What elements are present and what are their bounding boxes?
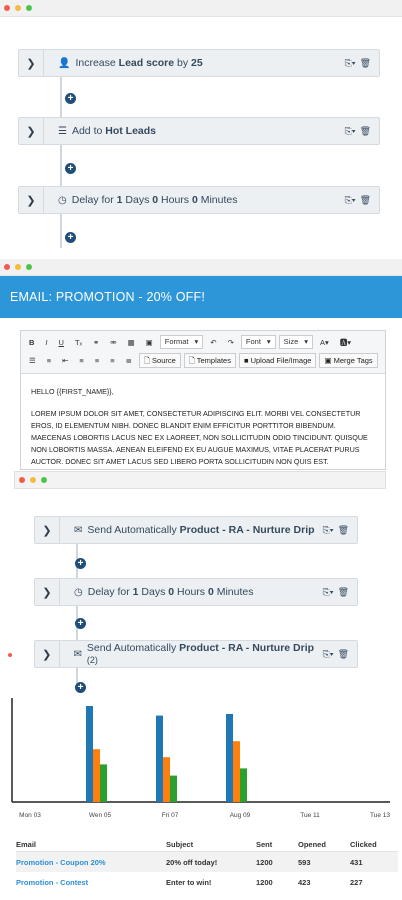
link-icon[interactable]: ⚭ <box>92 337 100 347</box>
bar <box>163 757 170 802</box>
editor-content[interactable] <box>21 374 385 480</box>
chevron-right-icon[interactable]: ❯ <box>19 50 44 76</box>
sent-cell: 1200 <box>256 877 273 887</box>
copy-icon[interactable]: ⎘▾ <box>344 57 356 68</box>
maximize-dot[interactable] <box>26 5 32 11</box>
redo-icon[interactable]: ↷ <box>227 337 234 347</box>
email-link[interactable]: Promotion - Contest <box>16 877 89 887</box>
trash-icon[interactable]: 🗑 <box>359 125 371 136</box>
bar <box>240 768 247 802</box>
add-step-button[interactable]: + <box>65 232 76 243</box>
numbered-list-icon[interactable]: ☰ <box>29 355 36 365</box>
workflow-window-titlebar <box>14 471 386 489</box>
connector-line <box>60 145 62 186</box>
chevron-down-icon: ▾ <box>194 337 199 346</box>
email-header <box>0 276 402 318</box>
workflow-step-lead-score[interactable] <box>18 49 380 77</box>
chevron-down-icon: ▾ <box>266 337 271 346</box>
step-text: Add to Hot Leads <box>71 125 157 137</box>
maximize-dot[interactable] <box>41 477 47 483</box>
align-center-icon[interactable]: ≡ <box>94 355 100 365</box>
email-title: EMAIL: PROMOTION - 20% OFF! <box>10 290 206 304</box>
table-row[interactable] <box>16 852 398 872</box>
close-dot[interactable] <box>4 264 10 270</box>
workflow-step-send-email[interactable] <box>34 516 358 544</box>
x-tick-label: Fri 07 <box>161 812 179 819</box>
envelope-icon: ✉ <box>74 524 83 536</box>
italic-button[interactable]: I <box>45 337 48 347</box>
source-button[interactable]: 🗋 Source <box>139 353 181 368</box>
copy-icon[interactable]: ⎘▾ <box>344 194 356 205</box>
add-step-button[interactable]: + <box>75 682 86 693</box>
x-tick-label: Aug 09 <box>229 812 251 819</box>
copy-icon[interactable]: ⎘▾ <box>344 125 356 136</box>
col-sent: Sent <box>256 839 273 849</box>
add-step-button[interactable]: + <box>65 93 76 104</box>
bg-color-icon[interactable]: 🅰▾ <box>339 337 352 347</box>
bar <box>156 716 163 802</box>
clock-icon: ◷ <box>58 194 67 206</box>
text-color-icon[interactable]: A▾ <box>320 337 329 347</box>
table-header <box>16 837 398 852</box>
chevron-right-icon[interactable]: ❯ <box>19 187 44 213</box>
email-link[interactable]: Promotion - Coupon 20% <box>16 857 106 867</box>
x-tick-label: Tue 11 <box>300 812 320 819</box>
outdent-icon[interactable]: ⇤ <box>62 355 69 365</box>
list-icon: ☰ <box>58 125 67 137</box>
x-tick-label: Mon 03 <box>19 812 41 819</box>
close-dot <box>8 653 12 657</box>
trash-icon[interactable]: 🗑 <box>359 194 371 205</box>
templates-button[interactable]: 🗋 Templates <box>184 353 236 368</box>
justify-icon[interactable]: ≣ <box>125 355 132 365</box>
clock-icon: ◷ <box>74 586 83 598</box>
underline-button[interactable]: U <box>58 337 64 347</box>
minimize-dot[interactable] <box>30 477 36 483</box>
trash-icon[interactable]: 🗑 <box>337 648 349 659</box>
clicked-cell: 227 <box>350 877 363 887</box>
stats-table <box>16 837 398 892</box>
x-tick-label: Tue 13 <box>370 812 390 819</box>
step-text: Send Automatically Product - RA - Nurture Drip (2) <box>86 642 315 665</box>
step-text: Send Automatically Product - RA - Nurture Drip <box>87 524 315 536</box>
table-row[interactable] <box>16 872 398 892</box>
bar <box>170 776 177 802</box>
subject-cell: 20% off today! <box>166 857 218 867</box>
chevron-right-icon[interactable]: ❯ <box>35 579 60 605</box>
email-body: LOREM IPSUM DOLOR SIT AMET, CONSECTETUR ADIPISCING ELIT. MORBI VEL CONSECTETUR EROS, ID ELEMENTUM NIBH. DONEC BLANDIT ENIM EFFICITUR PORTTITOR BIBENDUM. MAECENAS LOBORTIS LACUS NEC EX LAOREET, NON SOLLICITUDIN ODIO TINCIDUNT. QUISQUE NON LOBORTIS MASSA. AENEAN ELEIFEND EX EU AUGUE MAXIMUS, VITAE PLACERAT PURUS AUCTOR. DONEC SIT AMET LACUS SED LIBERO PORTA SOLLICITUDIN NON QUIS EST. <box>31 409 368 466</box>
workflow-step-delay-2[interactable] <box>34 578 358 606</box>
clicked-cell: 431 <box>350 857 363 867</box>
size-select[interactable]: Size ▾ <box>279 335 313 349</box>
trash-icon[interactable]: 🗑 <box>337 586 349 597</box>
chevron-right-icon[interactable]: ❯ <box>35 641 60 667</box>
copy-icon[interactable]: ⎘▾ <box>322 586 334 597</box>
image-icon[interactable]: ▣ <box>145 337 153 347</box>
align-right-icon[interactable]: ≡ <box>110 355 115 365</box>
connector-line <box>60 77 62 117</box>
bold-button[interactable]: B <box>29 337 35 347</box>
font-select[interactable]: Font ▾ <box>241 335 276 349</box>
x-tick-label: Wen 05 <box>88 812 112 819</box>
step-text: Increase Lead score by 25 <box>75 57 203 69</box>
minimize-dot[interactable] <box>15 264 21 270</box>
connector-line <box>60 214 62 248</box>
maximize-dot[interactable] <box>26 264 32 270</box>
unlink-icon[interactable]: ⚮ <box>110 337 117 347</box>
bullet-list-icon[interactable]: ≡ <box>46 355 52 365</box>
add-step-button[interactable]: + <box>75 618 86 629</box>
bar-chart <box>0 690 402 825</box>
copy-icon[interactable]: ⎘▾ <box>322 524 334 535</box>
window-titlebar <box>0 0 402 17</box>
workflow-step-delay[interactable] <box>18 186 380 214</box>
user-icon: 👤 <box>58 57 71 69</box>
editor-toolbar <box>21 331 385 374</box>
rich-text-editor[interactable] <box>20 330 386 470</box>
opened-cell: 593 <box>298 857 311 867</box>
minimize-dot[interactable] <box>15 5 21 11</box>
trash-icon[interactable]: 🗑 <box>337 524 349 535</box>
add-step-button[interactable]: + <box>75 558 86 569</box>
merge-tags-button[interactable]: ▣ Merge Tags <box>319 353 377 368</box>
bar <box>226 714 233 802</box>
add-step-button[interactable]: + <box>65 163 76 174</box>
clear-format-icon[interactable]: Tₓ <box>74 337 82 347</box>
email-window-titlebar <box>0 259 402 276</box>
step-text: Delay for 1 Days 0 Hours 0 Minutes <box>87 586 254 598</box>
col-subject: Subject <box>166 839 194 849</box>
bar <box>93 749 100 802</box>
undo-icon[interactable]: ↶ <box>210 337 217 347</box>
close-dot[interactable] <box>4 5 10 11</box>
step-text: Delay for 1 Days 0 Hours 0 Minutes <box>71 194 238 206</box>
opened-cell: 423 <box>298 877 311 887</box>
workflow-step-send-email-2[interactable] <box>34 640 358 668</box>
table-icon[interactable]: ▦ <box>127 337 135 347</box>
chevron-right-icon[interactable]: ❯ <box>19 118 44 144</box>
email-greeting: HELLO {{FIRST_NAME}}, <box>31 387 114 396</box>
align-left-icon[interactable]: ≡ <box>79 355 84 365</box>
sent-cell: 1200 <box>256 857 273 867</box>
workflow-step-add-list[interactable] <box>18 117 380 145</box>
bar <box>100 764 107 802</box>
upload-button[interactable]: ■ Upload File/Image <box>239 353 317 368</box>
subject-cell: Enter to win! <box>166 877 212 887</box>
bar <box>86 706 93 802</box>
col-clicked: Clicked <box>350 839 377 849</box>
copy-icon[interactable]: ⎘▾ <box>322 648 334 659</box>
close-dot[interactable] <box>19 477 25 483</box>
chevron-down-icon: ▾ <box>304 337 309 346</box>
envelope-icon: ✉ <box>73 648 82 660</box>
format-select[interactable]: Format ▾ <box>160 335 204 349</box>
trash-icon[interactable]: 🗑 <box>359 57 371 68</box>
bar <box>233 741 240 802</box>
col-email: Email <box>16 839 37 849</box>
col-opened: Opened <box>298 839 326 849</box>
chevron-right-icon[interactable]: ❯ <box>35 517 60 543</box>
